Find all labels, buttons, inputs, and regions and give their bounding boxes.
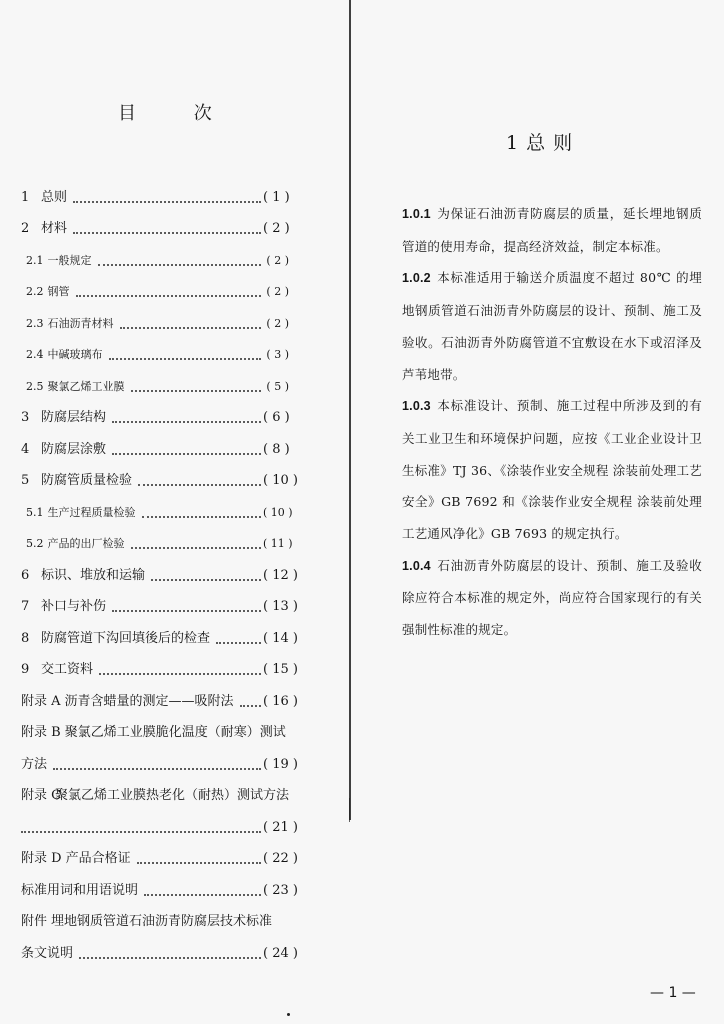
- toc-leader-dots: [137, 857, 261, 864]
- toc-entry-number: 2.3: [26, 316, 44, 330]
- toc-entry-label: 产品合格证: [65, 851, 131, 866]
- toc-entry-label: 防腐管道下沟回填後后的检查: [41, 630, 211, 646]
- toc-entry-label: 中碱玻璃布: [47, 348, 103, 361]
- clause-paragraph: [402, 198, 702, 262]
- toc-leader-dots: [99, 668, 261, 675]
- toc-leader-dots: [240, 700, 261, 707]
- toc-entry-number: 5.2: [26, 537, 44, 550]
- toc-entry-number: 附录 A: [21, 693, 61, 709]
- toc-leader-dots: [112, 448, 261, 455]
- right-page: [360, 0, 720, 1024]
- toc-entry-label: 防腐层涂敷: [41, 441, 107, 457]
- clause-paragraph: [402, 390, 702, 550]
- toc-entry-label: 一般规定: [47, 253, 92, 267]
- toc-leader-dots: [79, 952, 261, 959]
- toc-entry-page: ( 12 ): [263, 567, 298, 583]
- toc-entry-appendix[interactable]: [21, 708, 289, 740]
- toc-entry-label: 生产过程质量检验: [47, 505, 136, 519]
- toc-leader-dots: [216, 637, 261, 644]
- toc-entry[interactable]: [21, 582, 298, 614]
- toc-entry-number: 1: [21, 189, 30, 205]
- toc-entry-page: ( 2 ): [266, 253, 289, 267]
- toc-leader-dots: [120, 322, 262, 329]
- toc-entry[interactable]: [21, 393, 289, 425]
- toc-entry-label: 聚氯乙烯工业膜: [47, 379, 125, 393]
- toc-entry-number: 3: [21, 410, 30, 425]
- toc-subentry[interactable]: [21, 519, 293, 551]
- toc-entry-page: ( 1 ): [263, 189, 290, 205]
- toc-entry-page: ( 8 ): [263, 441, 290, 457]
- toc-entry-label: 补口与补伤: [41, 599, 107, 614]
- toc-entry-page: ( 10 ): [263, 473, 298, 488]
- toc-subentry[interactable]: [21, 235, 289, 267]
- toc-entry-label: 交工资料: [41, 662, 94, 677]
- toc-entry-label: 埋地钢质管道石油沥青防腐层技术标准: [51, 914, 273, 929]
- toc-entry[interactable]: [21, 550, 298, 583]
- toc-entry[interactable]: [21, 613, 298, 646]
- toc-entry-continuation[interactable]: [21, 802, 298, 835]
- toc-title: 目 次: [118, 103, 238, 124]
- toc-entry-page: ( 5 ): [266, 379, 289, 393]
- toc-entry-label: 石油沥青材料: [47, 316, 114, 330]
- toc-entry-label: 沥青含蜡量的测定——吸附法: [64, 693, 234, 709]
- toc-entry-page: ( 6 ): [263, 410, 290, 425]
- toc-entry[interactable]: [21, 865, 298, 898]
- toc-entry[interactable]: [21, 456, 298, 488]
- toc-entry-label: 方法: [21, 756, 48, 772]
- clause-text: 为保证石油沥青防腐层的质量，延长埋地钢质管道的使用寿命，提高经济效益，制定本标准。: [402, 206, 702, 254]
- toc-entry-page: ( 2 ): [266, 316, 289, 330]
- clause-text: 本标准设计、预制、施工过程中所涉及到的有关工业卫生和环境保护问题，应按《工业企业设计卫生标准》TJ 36、《涂装作业安全规程 涂装前处理工艺安全》GB 7692 和《涂装作业安全规程 涂装前处理工艺通风净化》GB 7693 的规定执行。: [402, 398, 702, 542]
- toc-entry[interactable]: [21, 172, 289, 204]
- toc-entry-page: ( 15 ): [263, 662, 298, 677]
- toc-leader-dots: [109, 353, 262, 360]
- toc-subentry[interactable]: [21, 330, 289, 362]
- toc-entry[interactable]: [21, 424, 289, 456]
- toc-leader-dots: [144, 889, 261, 896]
- toc-entry-number: 附录 D: [21, 851, 62, 866]
- toc-entry-page: ( 24 ): [263, 945, 298, 961]
- toc-entry-attachment[interactable]: [21, 897, 289, 929]
- toc-leader-dots: [73, 227, 261, 234]
- toc-leader-dots: [76, 290, 262, 297]
- clause-number: 1.0.3: [402, 399, 431, 414]
- toc-leader-dots: [112, 416, 261, 423]
- toc-entry-continuation[interactable]: [21, 928, 298, 961]
- toc-entry[interactable]: [21, 204, 289, 236]
- toc-entry-page: ( 13 ): [263, 599, 298, 614]
- toc-entry-label: 聚氯乙烯工业膜热老化（耐热）测试方法: [54, 788, 289, 803]
- toc-entry-label: 条文说明: [21, 945, 74, 961]
- toc-entry-label: 防腐层结构: [41, 410, 107, 425]
- toc-leader-dots: [151, 574, 261, 581]
- chapter-title: 1 总 则: [506, 132, 574, 154]
- toc-entry-number: 5.1: [26, 505, 44, 519]
- toc-subentry[interactable]: [21, 298, 289, 330]
- clause-paragraph: [402, 262, 702, 390]
- toc-entry[interactable]: [21, 645, 298, 677]
- toc-entry-page: ( 19 ): [263, 756, 298, 772]
- toc-leader-dots: [142, 511, 262, 518]
- clause-number: 1.0.1: [402, 207, 431, 221]
- toc-leader-dots: [112, 605, 261, 612]
- toc-entry-page: ( 14 ): [263, 630, 298, 646]
- toc-entry-number: 6: [21, 567, 30, 583]
- toc-subentry[interactable]: [21, 361, 289, 393]
- toc-entry-label: 标准用词和用语说明: [21, 882, 139, 898]
- toc-entry-number: 2.2: [26, 285, 44, 298]
- left-page: [0, 0, 360, 1024]
- clause-text: 石油沥青外防腐层的设计、预制、施工及验收除应符合本标准的规定外，尚应符合国家现行的有关强制性标准的规定。: [402, 557, 702, 638]
- clause-paragraph: [402, 550, 702, 646]
- toc-entry-page: ( 16 ): [263, 693, 298, 709]
- toc-leader-dots: [21, 826, 261, 833]
- toc-entry-label: 产品的出厂检验: [47, 537, 125, 550]
- toc-entry-page: ( 3 ): [266, 348, 289, 361]
- toc-entry-page: ( 21 ): [263, 819, 298, 835]
- toc-entry-page: ( 23 ): [263, 882, 298, 898]
- toc-entry-number: 2.1: [26, 253, 44, 267]
- toc-leader-dots: [53, 763, 261, 770]
- toc-entry-label: 标识、堆放和运输: [41, 567, 146, 583]
- toc-entry-label: 防腐管质量检验: [41, 473, 133, 488]
- toc-entry-number: 9: [21, 662, 30, 677]
- toc-entry-appendix[interactable]: [21, 834, 298, 866]
- toc-entry-label: 材料: [41, 221, 68, 236]
- toc-entry-label: 钢管: [47, 285, 70, 298]
- toc-list: [21, 172, 298, 961]
- chapter-body: [402, 198, 702, 646]
- toc-leader-dots: [73, 196, 261, 203]
- toc-leader-dots: [131, 542, 262, 549]
- toc-leader-dots: [98, 259, 262, 266]
- clause-number: 1.0.2: [402, 271, 431, 286]
- toc-subentry[interactable]: [21, 267, 289, 299]
- toc-entry-number: 附件: [21, 914, 48, 929]
- toc-entry-page: ( 10 ): [263, 505, 293, 519]
- toc-entry-label: 聚氯乙烯工业膜脆化温度（耐寒）测试: [64, 725, 286, 740]
- toc-entry-number: 2.4: [26, 348, 44, 361]
- scan-speck: [287, 1013, 290, 1016]
- toc-entry-page: ( 22 ): [263, 851, 298, 866]
- toc-entry-label: 总则: [41, 189, 68, 205]
- clause-text: 本标准适用于输送介质温度不超过 80℃ 的埋地钢质管道石油沥青外防腐层的设计、预制、施工及验收。石油沥青外防腐管道不宜敷设在水下或沼泽及芦苇地带。: [402, 270, 702, 382]
- toc-entry-number: 5: [21, 473, 30, 488]
- toc-entry-continuation[interactable]: [21, 739, 298, 772]
- toc-entry-page: ( 2 ): [263, 221, 290, 236]
- page-gutter-line: [349, 0, 351, 820]
- toc-entry-number: 2: [21, 221, 30, 236]
- toc-entry-number: 8: [21, 630, 30, 646]
- toc-entry-page: ( 11 ): [263, 537, 293, 550]
- toc-entry-appendix[interactable]: [21, 771, 289, 803]
- clause-number: 1.0.4: [402, 558, 431, 573]
- toc-entry-appendix[interactable]: [21, 676, 298, 709]
- toc-leader-dots: [131, 385, 262, 392]
- toc-subentry[interactable]: [21, 487, 293, 519]
- toc-leader-dots: [138, 479, 261, 486]
- page-number: — 1 —: [650, 985, 696, 1001]
- toc-entry-number: 4: [21, 441, 30, 457]
- toc-entry-page: ( 2 ): [266, 285, 289, 298]
- toc-entry-number: 附录 C: [21, 788, 62, 803]
- toc-entry-number: 2.5: [26, 379, 44, 393]
- toc-entry-number: 7: [21, 599, 30, 614]
- toc-entry-number: 附录 B: [21, 725, 61, 740]
- page-gutter-line: [349, 798, 350, 822]
